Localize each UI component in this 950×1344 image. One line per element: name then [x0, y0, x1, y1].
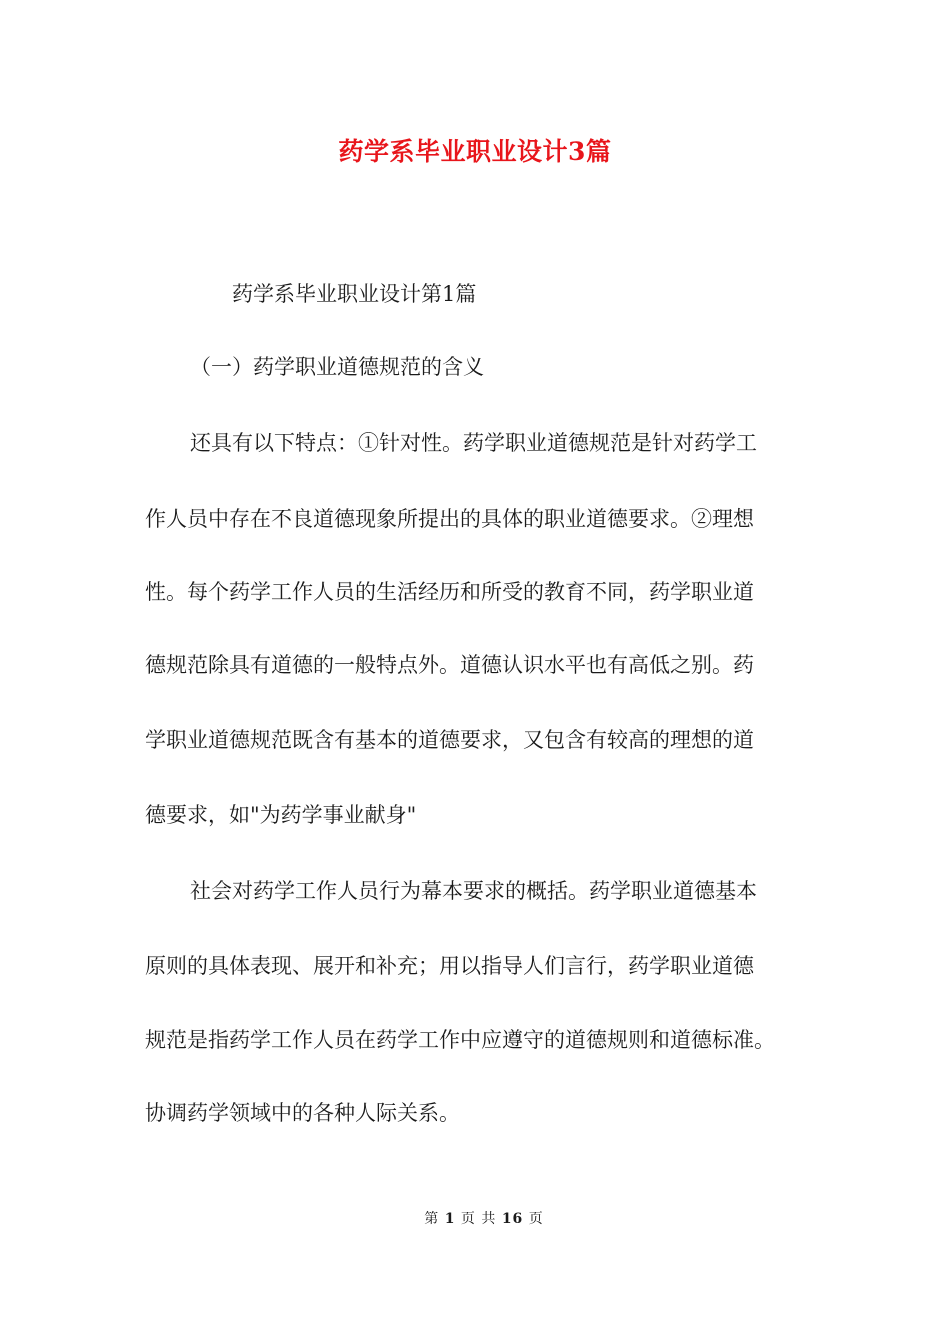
section-subheading: 药学系毕业职业设计第1篇 [232, 282, 477, 306]
paragraph-2-line-2: 原则的具体表现、展开和补充；用以指导人们言行，药学职业道德 [145, 954, 754, 978]
paragraph-1-line-5: 学职业道德规范既含有基本的道德要求，又包含有较高的理想的道 [145, 728, 754, 752]
paragraph-1-line-2: 作人员中存在不良道德现象所提出的具体的职业道德要求。②理想 [145, 507, 754, 531]
footer-total-pages: 16 [501, 1211, 524, 1227]
paragraph-1-line-1: 还具有以下特点：①针对性。药学职业道德规范是针对药学工 [190, 431, 757, 455]
paragraph-1-line-6: 德要求，如"为药学事业献身" [145, 803, 417, 827]
paragraph-1-line-4: 德规范除具有道德的一般特点外。道德认识水平也有高低之别。药 [145, 653, 754, 677]
footer-middle: 页 共 [460, 1211, 497, 1227]
footer-prefix: 第 [424, 1211, 440, 1227]
paragraph-2-line-1: 社会对药学工作人员行为幕本要求的概括。药学职业道德基本 [190, 879, 757, 903]
paragraph-2-line-3: 规范是指药学工作人员在药学工作中应遵守的道德规则和道德标准。 [145, 1028, 775, 1052]
footer-page-number: 1 [444, 1211, 456, 1227]
paragraph-1-line-3: 性。每个药学工作人员的生活经历和所受的教育不同，药学职业道 [145, 580, 754, 604]
document-title: 药学系毕业职业设计3篇 [338, 137, 612, 166]
page-footer [0, 1208, 950, 1228]
paragraph-2-line-4: 协调药学领域中的各种人际关系。 [145, 1101, 460, 1125]
section-heading: （一）药学职业道德规范的含义 [190, 355, 484, 379]
footer-suffix: 页 [528, 1211, 544, 1227]
